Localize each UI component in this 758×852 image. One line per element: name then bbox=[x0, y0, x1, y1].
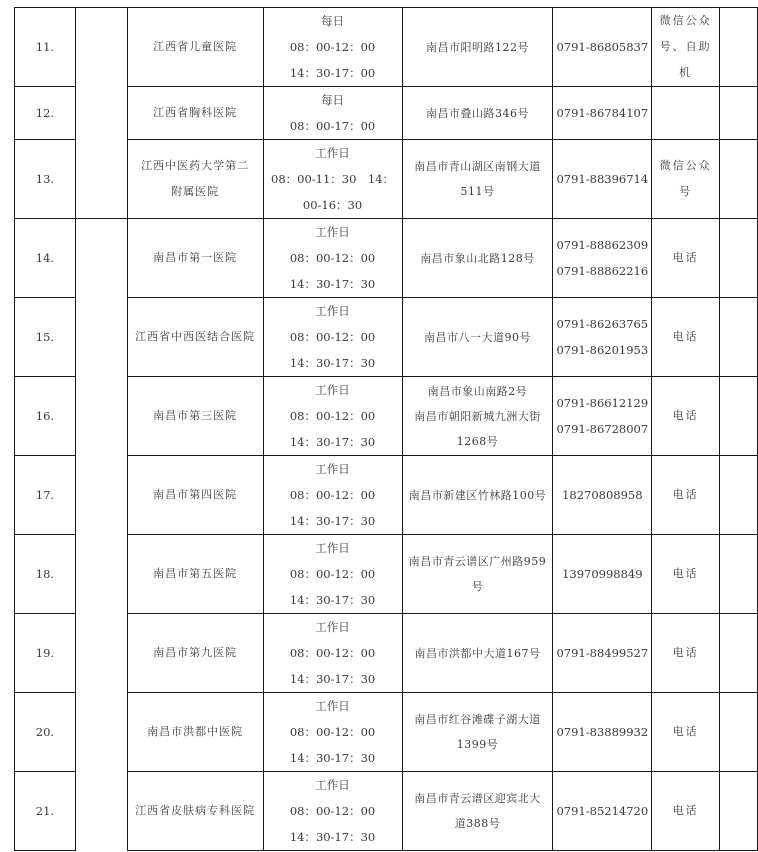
contact-phone bbox=[553, 87, 652, 140]
table-body bbox=[15, 7, 758, 851]
hospital-name bbox=[127, 693, 263, 772]
hospital-address bbox=[402, 140, 553, 219]
hospital-address-line: 511号 bbox=[460, 185, 495, 198]
hospital-name bbox=[127, 219, 263, 298]
row-number: 19. bbox=[15, 614, 76, 693]
booking-method-line: 号 bbox=[679, 185, 693, 198]
contact-phone bbox=[553, 377, 652, 456]
hospital-address bbox=[402, 377, 553, 456]
contact-phone bbox=[553, 456, 652, 535]
hospital-name-line: 附属医院 bbox=[171, 185, 220, 198]
service-hours-line: 14：30-17：30 bbox=[289, 514, 376, 528]
note-cell bbox=[720, 219, 758, 298]
hospital-address bbox=[402, 772, 553, 851]
contact-phone-line: 0791-86805837 bbox=[556, 40, 649, 54]
hospital-address-line: 南昌市八一大道90号 bbox=[424, 330, 531, 344]
note-cell bbox=[720, 535, 758, 614]
service-hours-line: 14：30-17：30 bbox=[289, 277, 376, 291]
booking-method-line: 电话 bbox=[672, 567, 699, 580]
hospital-address-line: 南昌市红谷滩碟子湖大道 bbox=[414, 713, 541, 726]
service-hours-line: 每日 bbox=[321, 14, 345, 28]
hospital-name bbox=[127, 87, 263, 140]
service-hours-line: 工作日 bbox=[315, 462, 350, 476]
booking-method-line: 微信公众 bbox=[659, 14, 712, 27]
service-hours-line: 14：30-17：30 bbox=[289, 593, 376, 607]
note-cell bbox=[720, 298, 758, 377]
category-cell bbox=[75, 219, 127, 851]
contact-phone-line: 0791-85214720 bbox=[556, 804, 649, 818]
contact-phone-line: 0791-83889932 bbox=[556, 725, 649, 739]
booking-method-line: 电话 bbox=[672, 646, 699, 659]
row-number: 20. bbox=[15, 693, 76, 772]
contact-phone bbox=[553, 535, 652, 614]
hospital-address-line: 南昌市象山北路128号 bbox=[420, 251, 535, 265]
row-number: 21. bbox=[15, 772, 76, 851]
contact-phone-line: 0791-86612129 bbox=[556, 396, 649, 410]
hospital-address bbox=[402, 693, 553, 772]
note-cell bbox=[720, 614, 758, 693]
service-hours bbox=[263, 456, 402, 535]
note-cell bbox=[720, 377, 758, 456]
service-hours-line: 08：00-12：00 bbox=[289, 646, 376, 660]
row-number: 14. bbox=[15, 219, 76, 298]
service-hours-line: 08：00-12：00 bbox=[289, 40, 376, 54]
hospital-name bbox=[127, 298, 263, 377]
booking-method-line: 机 bbox=[679, 66, 693, 79]
contact-phone bbox=[553, 140, 652, 219]
hospital-name-line: 南昌市第五医院 bbox=[153, 567, 238, 580]
service-hours-line: 工作日 bbox=[315, 699, 350, 713]
booking-method-line: 电话 bbox=[672, 804, 699, 817]
service-hours-line: 工作日 bbox=[315, 383, 350, 397]
hospital-address-line: 南昌市朝阳新城九洲大街 bbox=[414, 409, 541, 423]
note-cell bbox=[720, 87, 758, 140]
contact-phone bbox=[553, 614, 652, 693]
hospital-name-line: 南昌市第三医院 bbox=[153, 409, 238, 422]
hospital-name bbox=[127, 377, 263, 456]
hospital-address-line: 1399号 bbox=[456, 738, 499, 751]
hospital-address-line: 南昌市象山南路2号 bbox=[427, 384, 528, 398]
hospital-address bbox=[402, 219, 553, 298]
hospital-name bbox=[127, 456, 263, 535]
service-hours-line: 工作日 bbox=[315, 304, 350, 318]
booking-method-line: 电话 bbox=[672, 330, 699, 343]
service-hours-line: 00-16：30 bbox=[302, 198, 363, 212]
hospital-address bbox=[402, 87, 553, 140]
service-hours bbox=[263, 614, 402, 693]
contact-phone-line: 0791-86201953 bbox=[556, 343, 649, 357]
contact-phone-line: 13970998849 bbox=[562, 567, 643, 581]
hospital-name-line: 江西省胸科医院 bbox=[153, 106, 238, 119]
service-hours-line: 工作日 bbox=[315, 225, 350, 239]
service-hours-line: 工作日 bbox=[315, 778, 350, 792]
hospital-table-container bbox=[14, 7, 758, 851]
service-hours bbox=[263, 87, 402, 140]
service-hours-line: 工作日 bbox=[315, 146, 350, 160]
hospital-address-line: 南昌市新建区竹林路100号 bbox=[408, 488, 547, 502]
service-hours-line: 08：00-12：00 bbox=[289, 567, 376, 581]
hospital-name bbox=[127, 140, 263, 219]
hospital-table bbox=[14, 7, 758, 851]
hospital-name-line: 南昌市第九医院 bbox=[153, 646, 238, 659]
service-hours-line: 08：00-12：00 bbox=[289, 804, 376, 818]
hospital-address-line: 号 bbox=[471, 580, 484, 593]
hospital-name-line: 江西省皮肤病专科医院 bbox=[135, 804, 256, 817]
row-number: 12. bbox=[15, 87, 76, 140]
service-hours-line: 08：00-12：00 bbox=[289, 251, 376, 265]
hospital-name-line: 南昌市第一医院 bbox=[153, 251, 238, 264]
booking-method-line: 号、自助 bbox=[659, 40, 712, 53]
booking-method bbox=[652, 772, 720, 851]
booking-method bbox=[652, 140, 720, 219]
note-cell bbox=[720, 456, 758, 535]
booking-method-line: 电话 bbox=[672, 409, 699, 422]
row-number: 11. bbox=[15, 8, 76, 87]
hospital-name bbox=[127, 614, 263, 693]
hospital-name bbox=[127, 772, 263, 851]
hospital-address bbox=[402, 8, 553, 87]
service-hours-line: 14：30-17：00 bbox=[289, 66, 376, 80]
booking-method-line: 微信公众 bbox=[659, 159, 712, 172]
service-hours-line: 工作日 bbox=[315, 541, 350, 555]
note-cell bbox=[720, 693, 758, 772]
hospital-address-line: 南昌市青山湖区南钢大道 bbox=[414, 160, 541, 173]
service-hours-line: 08：00-12：00 bbox=[289, 330, 376, 344]
contact-phone-line: 0791-86263765 bbox=[556, 317, 649, 331]
service-hours bbox=[263, 298, 402, 377]
row-number: 17. bbox=[15, 456, 76, 535]
service-hours-line: 工作日 bbox=[315, 620, 350, 634]
service-hours-line: 08：00-12：00 bbox=[289, 409, 376, 423]
hospital-address bbox=[402, 535, 553, 614]
hospital-name bbox=[127, 8, 263, 87]
booking-method bbox=[652, 87, 720, 140]
row-number: 15. bbox=[15, 298, 76, 377]
service-hours-line: 14：30-17：30 bbox=[289, 751, 376, 765]
service-hours-line: 14：30-17：30 bbox=[289, 435, 376, 449]
hospital-address bbox=[402, 614, 553, 693]
contact-phone-line: 0791-88862216 bbox=[556, 264, 649, 278]
service-hours-line: 14：30-17：30 bbox=[289, 356, 376, 370]
contact-phone-line: 0791-86728007 bbox=[556, 422, 649, 436]
service-hours bbox=[263, 693, 402, 772]
hospital-address-line: 南昌市叠山路346号 bbox=[426, 106, 529, 120]
service-hours-line: 08：00-12：00 bbox=[289, 725, 376, 739]
service-hours-line: 14：30-17：30 bbox=[289, 830, 376, 844]
booking-method-line: 电话 bbox=[672, 725, 699, 738]
hospital-name-line: 江西中医药大学第二 bbox=[141, 159, 250, 172]
service-hours-line: 08：00-11：30 14： bbox=[271, 172, 395, 186]
hospital-address-line: 南昌市洪都中大道167号 bbox=[414, 646, 541, 660]
booking-method bbox=[652, 456, 720, 535]
hospital-name-line: 江西省中西医结合医院 bbox=[135, 330, 256, 343]
hospital-address-line: 南昌市青云谱区广州路959 bbox=[408, 555, 547, 568]
contact-phone-line: 0791-88396714 bbox=[556, 172, 649, 186]
row-number: 16. bbox=[15, 377, 76, 456]
hospital-address bbox=[402, 456, 553, 535]
row-number: 13. bbox=[15, 140, 76, 219]
contact-phone bbox=[553, 8, 652, 87]
contact-phone-line: 0791-88862309 bbox=[556, 238, 649, 252]
booking-method-line: 电话 bbox=[672, 488, 699, 501]
service-hours bbox=[263, 8, 402, 87]
row-number: 18. bbox=[15, 535, 76, 614]
contact-phone-line: 0791-86784107 bbox=[556, 106, 649, 120]
service-hours bbox=[263, 219, 402, 298]
booking-method-line: 电话 bbox=[672, 251, 699, 264]
service-hours bbox=[263, 772, 402, 851]
booking-method bbox=[652, 8, 720, 87]
category-cell bbox=[75, 8, 127, 219]
hospital-address-line: 南昌市阳明路122号 bbox=[426, 40, 529, 54]
service-hours-line: 14：30-17：30 bbox=[289, 672, 376, 686]
note-cell bbox=[720, 8, 758, 87]
hospital-address-line: 1268号 bbox=[456, 434, 499, 448]
contact-phone-line: 0791-88499527 bbox=[556, 646, 649, 660]
note-cell bbox=[720, 772, 758, 851]
booking-method bbox=[652, 219, 720, 298]
booking-method bbox=[652, 377, 720, 456]
service-hours bbox=[263, 140, 402, 219]
hospital-address-line: 南昌市青云谱区迎宾北大 bbox=[414, 792, 541, 805]
booking-method bbox=[652, 693, 720, 772]
service-hours-line: 08：00-12：00 bbox=[289, 488, 376, 502]
table-row bbox=[15, 8, 758, 87]
table-row bbox=[15, 219, 758, 298]
booking-method bbox=[652, 298, 720, 377]
hospital-name-line: 南昌市洪都中医院 bbox=[147, 725, 244, 738]
contact-phone bbox=[553, 219, 652, 298]
contact-phone bbox=[553, 693, 652, 772]
hospital-name-line: 江西省儿童医院 bbox=[153, 40, 238, 53]
hospital-name-line: 南昌市第四医院 bbox=[153, 488, 238, 501]
booking-method bbox=[652, 614, 720, 693]
hospital-address-line: 道388号 bbox=[454, 817, 501, 830]
note-cell bbox=[720, 140, 758, 219]
hospital-address bbox=[402, 298, 553, 377]
service-hours-line: 每日 bbox=[321, 93, 345, 107]
hospital-name bbox=[127, 535, 263, 614]
service-hours-line: 08：00-17：00 bbox=[289, 119, 376, 133]
contact-phone bbox=[553, 772, 652, 851]
service-hours bbox=[263, 535, 402, 614]
booking-method bbox=[652, 535, 720, 614]
contact-phone-line: 18270808958 bbox=[562, 488, 643, 502]
contact-phone bbox=[553, 298, 652, 377]
service-hours bbox=[263, 377, 402, 456]
